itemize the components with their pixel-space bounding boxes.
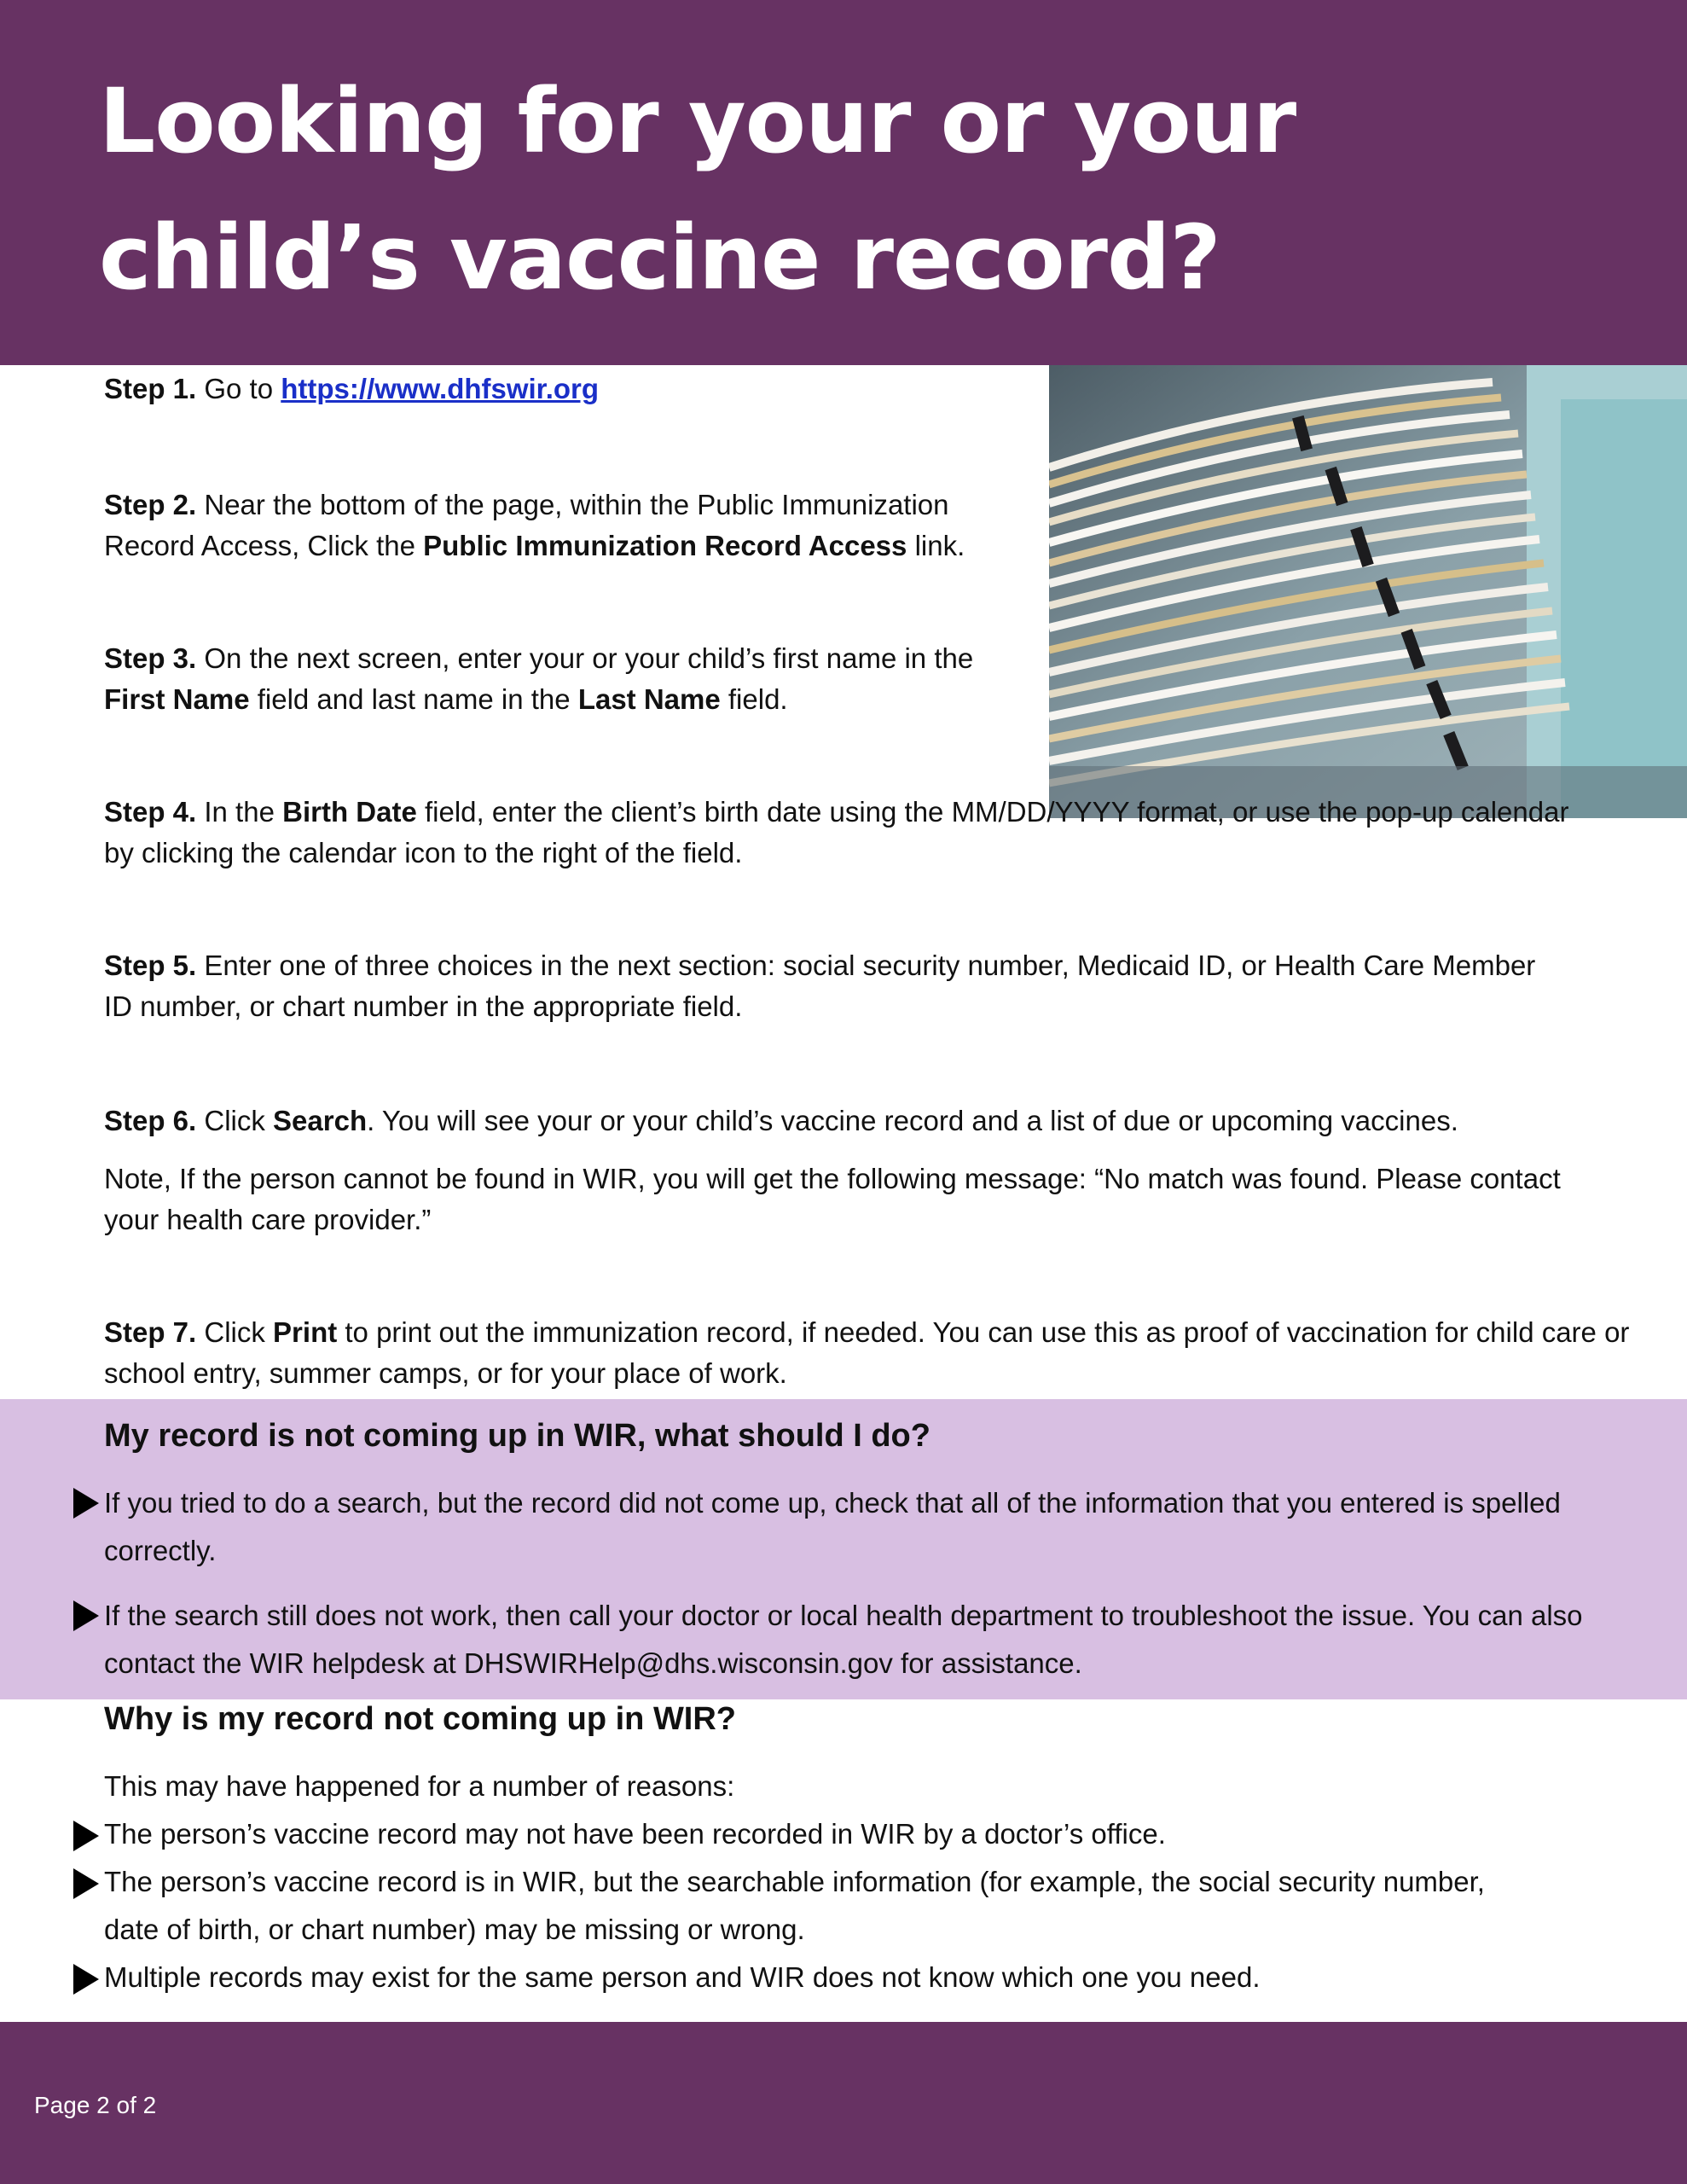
bullet-arrow-icon [73,1868,99,1899]
footer-band [0,2022,1687,2184]
step-4: Step 4. In the Birth Date field, enter the client’s birth date using the MM/DD/YYYY format, or use the pop-up calendar by clicking the calendar icon to the right of the field. [104,796,1569,868]
dhfswir-link[interactable]: https://www.dhfswir.org [281,373,600,404]
step-7: Step 7. Click Print to print out the immunization record, if needed. You can use this as proof of vaccination for child care or school entry, summer camps, or for your place of work. [104,1316,1630,1389]
step-6-note: Note, If the person cannot be found in WIR, you will get the following message: “No match was found. Please contact your health care provider.” [104,1163,1561,1235]
step-5: Step 5. Enter one of three choices in the next section: social security number, Medicaid ID, or Health Care Member ID number, or chart number in the appropriate field. [104,950,1536,1022]
bullet-arrow-icon [73,1488,99,1519]
header-banner [0,0,1687,365]
why-bullet-2: The person’s vaccine record is in WIR, but the searchable information (for example, the social security number, date of birth, or chart number) may be missing or wrong. [104,1866,1485,1945]
page-number: Page 2 of 2 [34,2092,157,2118]
why-intro: This may have happened for a number of reasons: [104,1770,735,1802]
step-2: Step 2. Near the bottom of the page, within the Public Immunization Record Access, Click the Public Immunization Record Access link. [104,489,965,561]
not-found-bullet-1: If you tried to do a search, but the record did not come up, check that all of the information that you entered is spelled correctly. [104,1487,1561,1566]
record-not-found-heading: My record is not coming up in WIR, what should I do? [104,1418,930,1454]
not-found-bullet-2: If the search still does not work, then call your doctor or local health department to troubleshoot the issue. You can also contact the WIR helpdesk at DHSWIRHelp@dhs.wisconsin.gov for assistance. [104,1600,1583,1679]
bullet-arrow-icon [73,1821,99,1851]
bullet-arrow-icon [73,1964,99,1995]
record-not-found-section [0,1399,1687,1699]
why-bullet-1: The person’s vaccine record may not have been recorded in WIR by a doctor’s office. [104,1818,1166,1850]
paper-stack-photo [1049,365,1687,818]
step-1: Step 1. Go to https://www.dhfswir.org [104,373,600,404]
step-3: Step 3. On the next screen, enter your or your child’s first name in the First Name field and last name in the Last Name field. [104,642,974,715]
why-heading: Why is my record not coming up in WIR? [104,1701,737,1737]
page-title: Looking for your or your child’s vaccine record? [99,69,1296,310]
step-6: Step 6. Click Search. You will see your or your child’s vaccine record and a list of due or upcoming vaccines. [104,1105,1458,1136]
why-bullet-3: Multiple records may exist for the same person and WIR does not know which one you need. [104,1961,1261,1993]
bullet-arrow-icon [73,1600,99,1631]
